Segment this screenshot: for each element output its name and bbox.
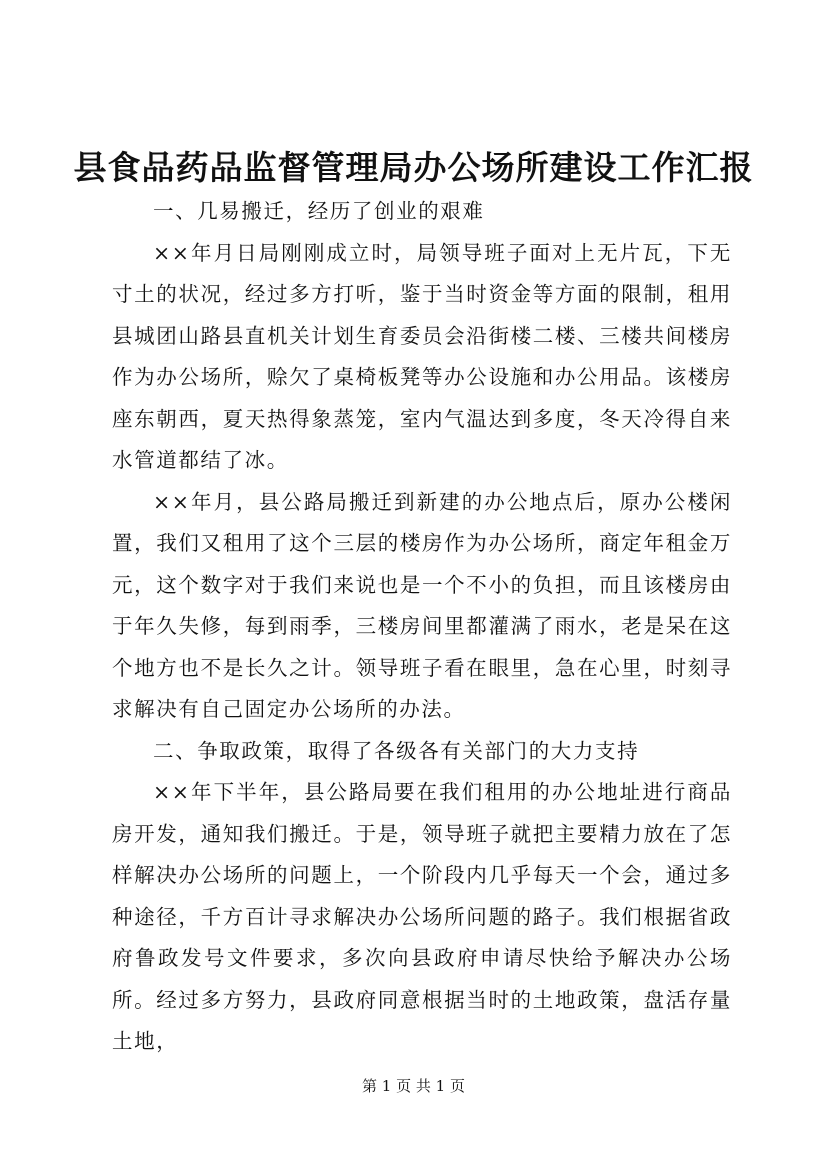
section-1-paragraph-1: ××年月日局刚刚成立时，局领导班子面对上无片瓦，下无寸土的状况，经过多方打听，鉴于当时资金等方面的限制，租用县城团山路县直机关计划生育委员会沿街楼二楼、三楼共间楼房作为办公场所，赊欠了桌椅板凳等办公设施和办公用品。该楼房座东朝西，夏天热得象蒸笼，室内气温达到多度，冬天冷得自来水管道都结了冰。: [112, 240, 732, 472]
page-number-footer: 第 1 页 共 1 页: [362, 1077, 465, 1095]
document-title: 县食品药品监督管理局办公场所建设工作汇报: [73, 148, 754, 187]
section-heading-2: 二、争取政策，取得了各级各有关部门的大力支持: [153, 738, 640, 763]
section-2-paragraph-1: ××年下半年，县公路局要在我们租用的办公地址进行商品房开发，通知我们搬迁。于是，领导班子就把主要精力放在了怎样解决办公场所的问题上，一个阶段内几乎每天一个会，通过多种途径，千方百计寻求解决办公场所问题的路子。我们根据省政府鲁政发号文件要求，多次向县政府申请尽快给予解决办公场所。经过多方努力，县政府同意根据当时的土地政策，盘活存量土地，: [112, 780, 732, 1053]
section-heading-1: 一、几易搬迁，经历了创业的艰难: [153, 199, 485, 223]
section-1-paragraph-2: ××年月，县公路局搬迁到新建的办公地点后，原办公楼闲置，我们又租用了这个三层的楼房作为办公场所，商定年租金万元，这个数字对于我们来说也是一个不小的负担，而且该楼房由于年久失修，每到雨季，三楼房间里都灌满了雨水，老是呆在这个地方也不是长久之计。领导班子看在眼里，急在心里，时刻寻求解决有自己固定办公场所的办法。: [112, 489, 732, 721]
document-body: [112, 191, 732, 1063]
